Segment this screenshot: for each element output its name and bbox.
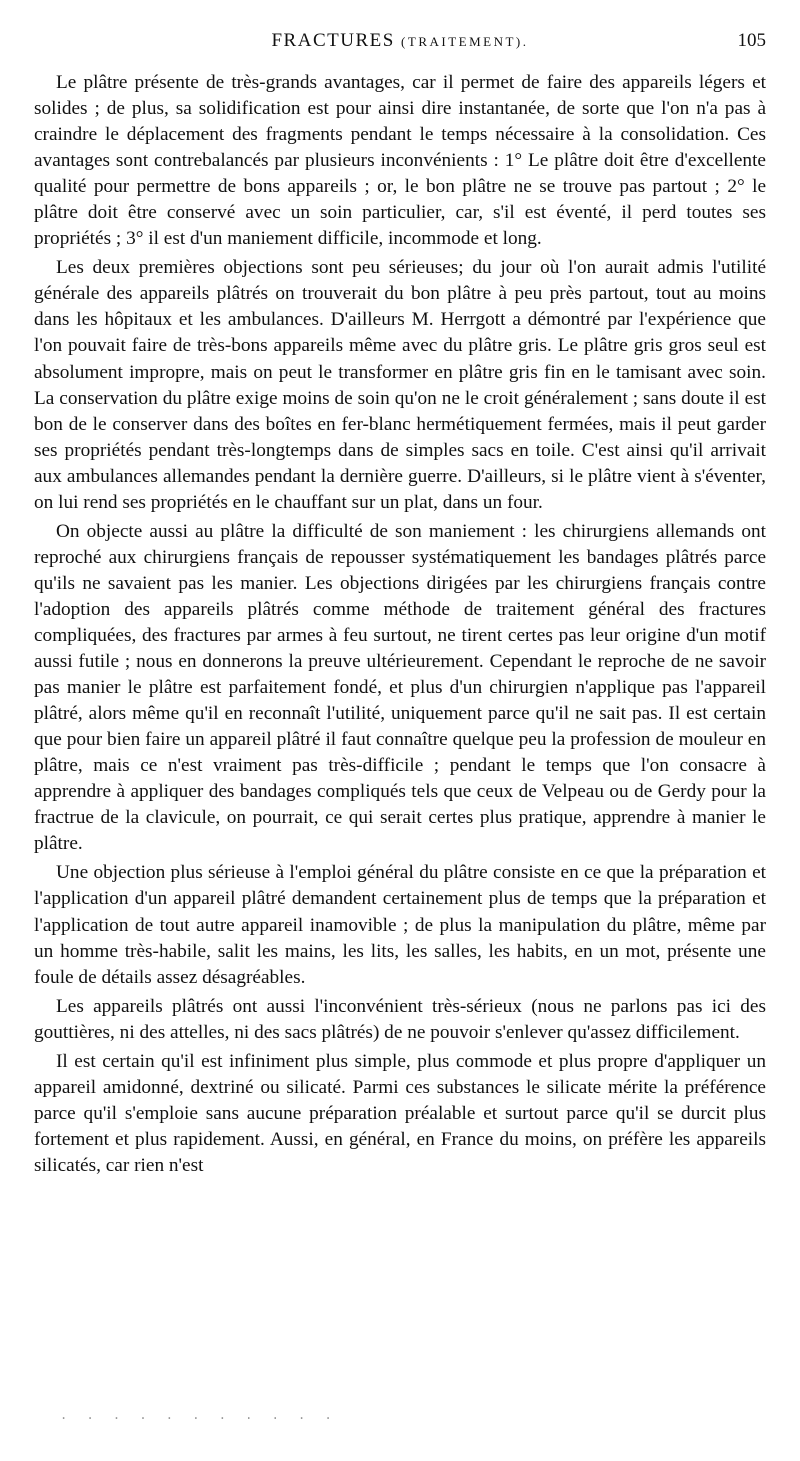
- paragraph: Le plâtre présente de très-grands avantages, car il permet de faire des appareils légers et solides ; de plus, sa solidification est pour ainsi dire instantanée, de sorte que l'on n'a pas à craindre le déplacement des fragments pendant le temps nécessaire à la consolidation. Ces avantages sont contrebalancés par plusieurs inconvénients : 1° Le plâtre doit être d'excellente qualité pour permettre de bons appareils ; or, le bon plâtre ne se trouve pas partout ; 2° le plâtre doit être conservé avec un soin particulier, car, s'il est éventé, il perd toutes ses propriétés ; 3° il est d'un maniement difficile, incommode et long.: [34, 72, 766, 250]
- running-header: [34, 24, 766, 58]
- page-number: 105: [737, 30, 766, 51]
- paragraph: On objecte aussi au plâtre la difficulté de son maniement : les chirurgiens allemands ont reproché aux chirurgiens français de repousser systématiquement les bandages plâtrés parce qu'ils ne savaient pas les manier. Les objections dirigées par les chirurgiens français contre l'adoption des appareils plâtrés comme méthode de traitement général des fractures compliquées, des fractures par armes à feu surtout, ne tirent certes pas leur origine d'un motif aussi futile ; nous en donnerons la preuve ultérieurement. Cependant le reproche de ne savoir pas manier le plâtre est parfaitement fondé, et plus d'un chirurgien n'applique pas l'appareil plâtré, alors même qu'il en reconnaît l'utilité, uniquement parce qu'il ne sait pas. Il est certain que pour bien faire un appareil plâtré il faut connaître quelque peu la profession de mouleur en plâtre, mais ce n'est vraiment pas très-difficile ; pendant le temps que l'on consacre à apprendre à appliquer des bandages compliqués tels que ceux de Velpeau ou de Gerdy pour la fractrue de la clavicule, on pourrait, ce qui serait certes plus pratique, apprendre à manier le plâtre.: [34, 520, 766, 855]
- paragraph: Les appareils plâtrés ont aussi l'inconvénient très-sérieux (nous ne parlons pas ici des gouttières, ni des attelles, ni des sacs plâtrés) de ne pouvoir s'enlever qu'assez difficilement.: [34, 995, 766, 1043]
- running-title: [34, 30, 766, 52]
- footer-marks: . . . . . . . . . . .: [60, 1408, 338, 1422]
- header-subtitle: (TRAITEMENT).: [401, 34, 529, 49]
- paragraph: Les deux premières objections sont peu sérieuses; du jour où l'on aurait admis l'utilité générale des appareils plâtrés on trouverait du bon plâtre à peu près partout, tout au moins dans les hôpitaux et les ambulances. D'ailleurs M. Herrgott a démontré par l'expérience que l'on pouvait faire de très-bons appareils même avec du plâtre gris. Le plâtre gris gros seul est absolument impropre, mais on peut le transformer en plâtre gris fin en le tamisant avec soin. La conservation du plâtre exige moins de soin qu'on ne le croit généralement ; sans doute il est bon de le conserver dans des boîtes en fer-blanc hermétiquement fermées, mais il peut garder ses propriétés pendant très-longtemps dans de simples sacs en toile. C'est ainsi qu'il arrivait aux ambulances allemandes pendant la dernière guerre. D'ailleurs, si le plâtre vient à s'éventer, on lui rend ses propriétés en le chauffant sur un plat, dans un four.: [34, 257, 766, 513]
- body-text: [34, 70, 766, 1179]
- header-title: FRACTURES: [271, 30, 395, 51]
- paragraph: Une objection plus sérieuse à l'emploi général du plâtre consiste en ce que la préparation et l'application d'un appareil plâtré demandent certainement plus de temps que la préparation et l'application de tout autre appareil inamovible ; de plus la manipulation du plâtre, même par un homme très-habile, salit les mains, les lits, les salles, les habits, en un mot, présente une foule de détails assez désagréables.: [34, 862, 766, 988]
- paragraph: Il est certain qu'il est infiniment plus simple, plus commode et plus propre d'appliquer un appareil amidonné, dextriné ou silicaté. Parmi ces substances le silicate mérite la préférence parce qu'il s'emploie sans aucune préparation préalable et surtout parce qu'il se durcit plus fortement et plus rapidement. Aussi, en général, en France du moins, on préfère les appareils silicatés, car rien n'est: [34, 1050, 766, 1176]
